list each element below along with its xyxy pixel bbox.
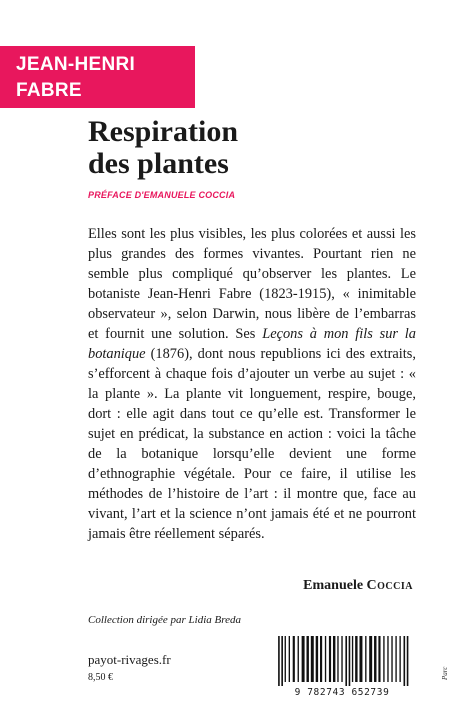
barcode-bar: [404, 636, 406, 686]
signature-last-name: Coccia: [366, 578, 413, 593]
barcode-bar: [302, 636, 305, 682]
preface-credit: PRÉFACE D'EMANUELE COCCIA: [88, 190, 236, 200]
barcode-bar: [316, 636, 318, 682]
barcode-bar: [293, 636, 295, 682]
author-band: [0, 46, 195, 108]
barcode-bar: [395, 636, 396, 682]
barcode-bar: [355, 636, 357, 682]
barcode-bar: [374, 636, 376, 682]
barcode-bar: [341, 636, 342, 682]
book-title-line2: des plantes: [88, 147, 229, 180]
barcode-bar: [311, 636, 314, 682]
barcode-bar: [378, 636, 380, 682]
barcode-bar: [329, 636, 331, 682]
cover-credit: [441, 520, 453, 680]
author-name-line1: JEAN-HENRI: [16, 54, 136, 75]
barcode-bar: [383, 636, 384, 682]
back-cover-blurb: [88, 224, 416, 544]
publisher-website: payot-rivages.fr: [88, 652, 171, 667]
barcode-bar: [285, 636, 286, 682]
blurb-signature: [303, 578, 413, 594]
barcode-bar: [359, 636, 362, 682]
author-name-line2: FABRE: [16, 80, 82, 101]
barcode-bar: [306, 636, 308, 682]
barcode-bar: [369, 636, 372, 682]
barcode-bar: [325, 636, 326, 682]
collection-credit: Collection dirigée par Lidia Breda: [88, 614, 241, 626]
barcode-bar: [333, 636, 335, 682]
barcode: [266, 636, 418, 686]
barcode-bar: [278, 636, 280, 686]
barcode-bar: [365, 636, 366, 682]
barcode-bar: [345, 636, 347, 686]
cover-credit-text: Parc: [441, 666, 449, 680]
barcode-bar: [298, 636, 299, 682]
barcode-bar: [407, 636, 409, 686]
barcode-bar: [281, 636, 283, 686]
barcode-bar: [352, 636, 353, 682]
blurb-book-title: Leçons à mon fils sur la botanique: [88, 326, 416, 362]
book-title: [88, 116, 238, 180]
signature-first-name: Emanuele: [303, 578, 364, 593]
barcode-digits: 9 782743 652739: [294, 687, 390, 698]
blurb-text-part1: Elles sont les plus visibles, les plus colorées et aussi les plus grandes des formes vivantes. Pourtant rien ne semble plus compliqué qu’observer les plantes. Le botaniste Jean-Henri Fabre (1823-1915), « inimitable observateur », selon Darwin, nous libère de l’embarras et fournit une solution. Ses: [88, 226, 416, 342]
barcode-bar: [289, 636, 290, 682]
barcode-bar: [399, 636, 400, 682]
barcode-bar: [391, 636, 392, 682]
barcode-bar: [349, 636, 351, 686]
barcode-bar: [320, 636, 322, 682]
book-title-line1: Respiration: [88, 115, 238, 148]
blurb-text-part2: (1876), dont nous republions ici des extraits, s’efforcent à chaque fois d’ajouter un verbe au sujet : « la plante ». La plante vit longuement, respire, bouge, dort : elle agit dans tout ce qu’elle est. Transformer le sujet en prédicat, la substance en action : voici la tâche de la botanique lorsqu’elle devient une forme d’ethnographie végétale. Pour ce faire, il utilise les méthodes de l’histoire de l’art : il montre que, face au vivant, l’art et la science n’ont jamais été et ne pourront jamais être réellement séparés.: [88, 346, 416, 542]
barcode-bar: [337, 636, 338, 682]
barcode-bar: [387, 636, 388, 682]
price: 8,50 €: [88, 672, 113, 683]
